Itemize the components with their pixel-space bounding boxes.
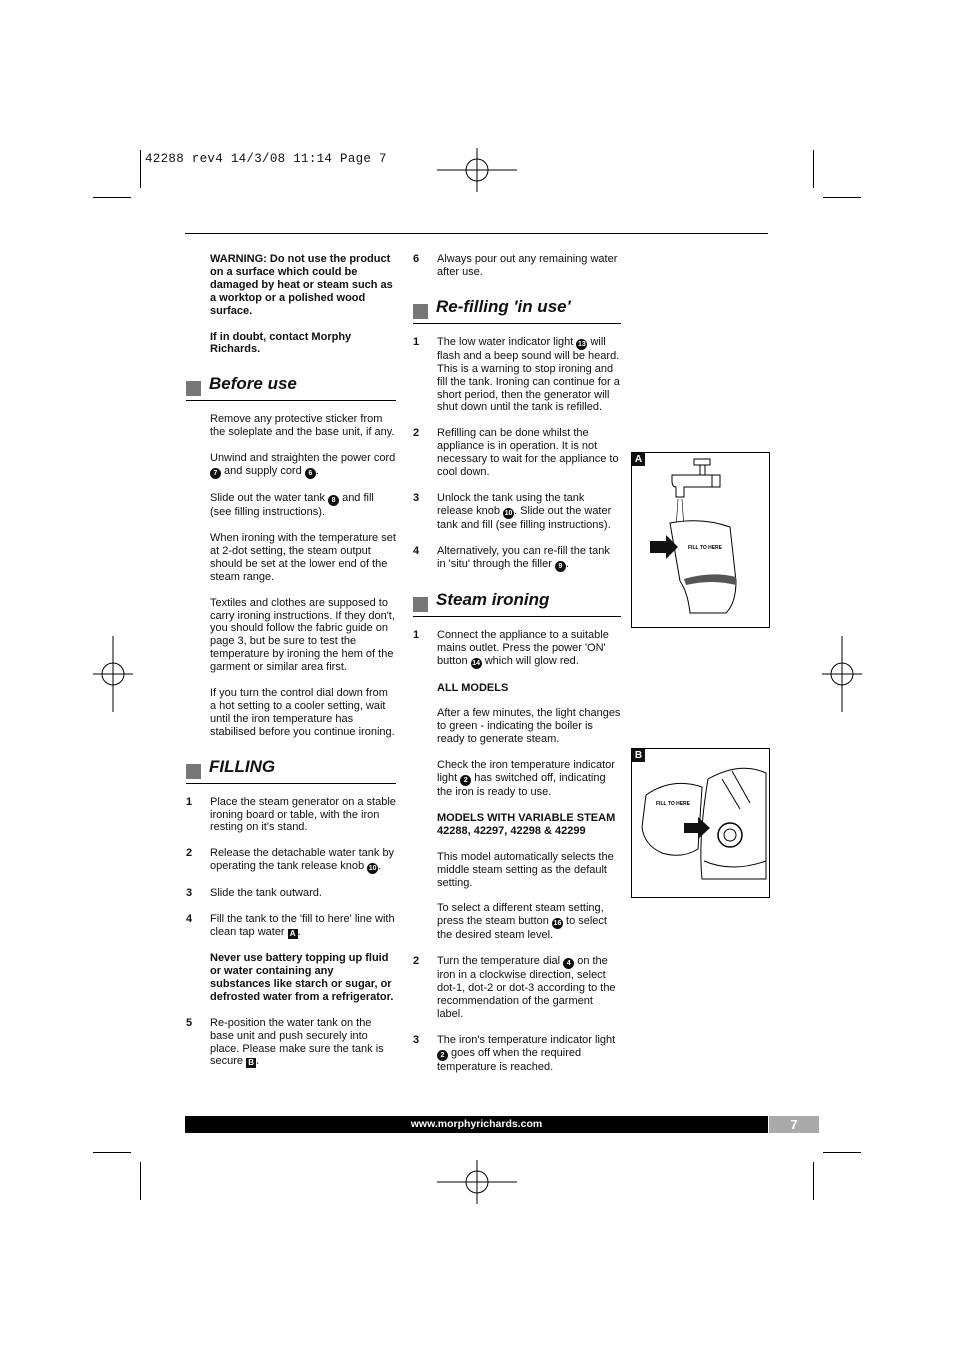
list-item: 5 Re-position the water tank on the base unit and push securely into place. Please make sure the tank is secure B . bbox=[186, 1016, 384, 1068]
crop-mark bbox=[93, 197, 131, 198]
fill-line-label: FILL TO HERE bbox=[656, 801, 690, 807]
figure-b bbox=[631, 748, 770, 898]
section-marker bbox=[413, 304, 428, 319]
section-before-use bbox=[186, 374, 396, 401]
section-title: Re-filling 'in use' bbox=[436, 296, 571, 316]
fill-line-label: FILL TO HERE bbox=[688, 545, 722, 551]
section-title: Steam ironing bbox=[436, 589, 550, 609]
ref-badge: 9 bbox=[555, 561, 566, 572]
paragraph: Unwind and straighten the power cord 7 and supply cord 6 . bbox=[210, 452, 396, 478]
crop-mark bbox=[140, 1162, 141, 1200]
paragraph: Textiles and clothes are supposed to carry ironing instructions. If they don't, you should follow the fabric guide on page 3, but be sure to test the temperature by ironing the hem of the garment or similar area first. bbox=[210, 596, 395, 674]
subheading: MODELS WITH VARIABLE STEAM 42288, 42297, 42298 & 42299 bbox=[437, 811, 616, 837]
figure-ref: A bbox=[288, 929, 298, 939]
crop-mark bbox=[813, 150, 814, 188]
registration-mark-left bbox=[93, 636, 133, 712]
paragraph: To select a different steam setting, press the steam button 16 to select the desired steam level. bbox=[437, 902, 607, 942]
section-marker bbox=[186, 381, 201, 396]
crop-mark bbox=[823, 197, 861, 198]
crop-mark bbox=[93, 1152, 131, 1153]
section-marker bbox=[413, 597, 428, 612]
warning-text: WARNING: Do not use the product on a surface which could be damaged by heat or steam such as a worktop or a polished wood surface. bbox=[210, 253, 393, 317]
ref-badge: 14 bbox=[472, 659, 481, 667]
crop-mark bbox=[140, 150, 141, 188]
top-rule bbox=[185, 233, 768, 234]
ref-badge: 2 bbox=[460, 775, 471, 786]
tap-and-tank-illustration bbox=[632, 453, 769, 627]
doubt-text: If in doubt, contact Morphy Richards. bbox=[210, 330, 352, 356]
ref-badge: 10 bbox=[368, 865, 377, 873]
page-number: 7 bbox=[769, 1116, 819, 1133]
ref-badge: 2 bbox=[437, 1050, 448, 1061]
ref-badge: 4 bbox=[563, 958, 574, 969]
subheading: ALL MODELS bbox=[437, 681, 509, 694]
paragraph: This model automatically selects the middle steam setting as the default setting. bbox=[437, 850, 614, 889]
paragraph: Check the iron temperature indicator light 2 has switched off, indicating the iron is ready to use. bbox=[437, 759, 615, 799]
list-item: 4 Alternatively, you can re-fill the tank in 'situ' through the filler 9 . bbox=[413, 544, 610, 570]
ref-badge: 7 bbox=[210, 468, 221, 479]
footer-url[interactable]: www.morphyrichards.com bbox=[185, 1116, 768, 1133]
list-item: 1 Place the steam generator on a stable ironing board or table, with the iron resting on it's stand. bbox=[186, 795, 396, 834]
print-slug: 42288 rev4 14/3/08 11:14 Page 7 bbox=[145, 152, 387, 166]
crop-mark bbox=[823, 1152, 861, 1153]
section-filling bbox=[186, 756, 396, 784]
crop-mark bbox=[813, 1162, 814, 1200]
never-warning: Never use battery topping up fluid or water containing any substances like starch or sugar, or defrosted water from a refrigerator. bbox=[210, 952, 394, 1003]
paragraph: Slide out the water tank 8 and fill (see filling instructions). bbox=[210, 492, 374, 519]
figure-ref: B bbox=[246, 1058, 256, 1068]
paragraph: If you turn the control dial down from a hot setting to a cooler setting, wait until the iron temperature has stabilised before you continue ironing. bbox=[210, 687, 395, 738]
list-item: 4 Fill the tank to the 'fill to here' line with clean tap water A . bbox=[186, 913, 395, 939]
list-item: 2 Turn the temperature dial 4 on the iron in a clockwise direction, select dot-1, dot-2 or dot-3 according to the recommendation of the garment label. bbox=[413, 955, 616, 1020]
section-title: FILLING bbox=[209, 756, 276, 776]
figure-label: A bbox=[632, 453, 645, 466]
list-item: 2 Refilling can be done whilst the appliance is in operation. It is not necessary to wait for the appliance to cool down. bbox=[413, 427, 619, 479]
list-item: 3 The iron's temperature indicator light 2 goes off when the required temperature is reached. bbox=[413, 1033, 616, 1073]
list-item: 2 Release the detachable water tank by operating the tank release knob 10 . bbox=[186, 847, 395, 873]
ref-badge: 10 bbox=[504, 509, 513, 517]
registration-mark-right bbox=[822, 636, 862, 712]
ref-badge: 16 bbox=[553, 920, 562, 928]
list-item: 1 Connect the appliance to a suitable mains outlet. Press the power 'ON' button 14 which will glow red. bbox=[413, 628, 609, 667]
list-item: 6 Always pour out any remaining water after use. bbox=[413, 253, 618, 278]
tank-insert-illustration bbox=[632, 749, 769, 897]
ref-badge: 8 bbox=[328, 495, 339, 506]
middle-column bbox=[413, 253, 621, 1087]
registration-mark-top bbox=[437, 148, 517, 192]
registration-mark-bottom bbox=[437, 1160, 517, 1204]
paragraph: After a few minutes, the light changes to green - indicating the boiler is ready to generate steam. bbox=[437, 707, 621, 746]
list-item: 1 The low water indicator light 13 will flash and a beep sound will be heard. This is a warning to stop ironing and fill the tank. Ironing can continue for a short period, then the generator will shut down until the tank is refilled. bbox=[413, 335, 620, 414]
section-steam-ironing bbox=[413, 589, 621, 617]
ref-badge: 13 bbox=[578, 340, 586, 348]
left-column bbox=[186, 253, 396, 1081]
figure-a bbox=[631, 452, 770, 628]
section-title: Before use bbox=[209, 374, 297, 394]
list-item: 3 Slide the tank outward. bbox=[186, 887, 322, 900]
section-marker bbox=[186, 764, 201, 779]
ref-badge: 6 bbox=[305, 468, 316, 479]
paragraph: Remove any protective sticker from the soleplate and the base unit, if any. bbox=[210, 413, 395, 439]
paragraph: When ironing with the temperature set at 2-dot setting, the steam output should be set at the lower end of the steam range. bbox=[210, 531, 396, 583]
section-refilling bbox=[413, 296, 621, 324]
figure-label: B bbox=[632, 749, 645, 762]
list-item: 3 Unlock the tank using the tank release knob 10 . Slide out the water tank and fill (see filling instructions). bbox=[413, 491, 612, 531]
